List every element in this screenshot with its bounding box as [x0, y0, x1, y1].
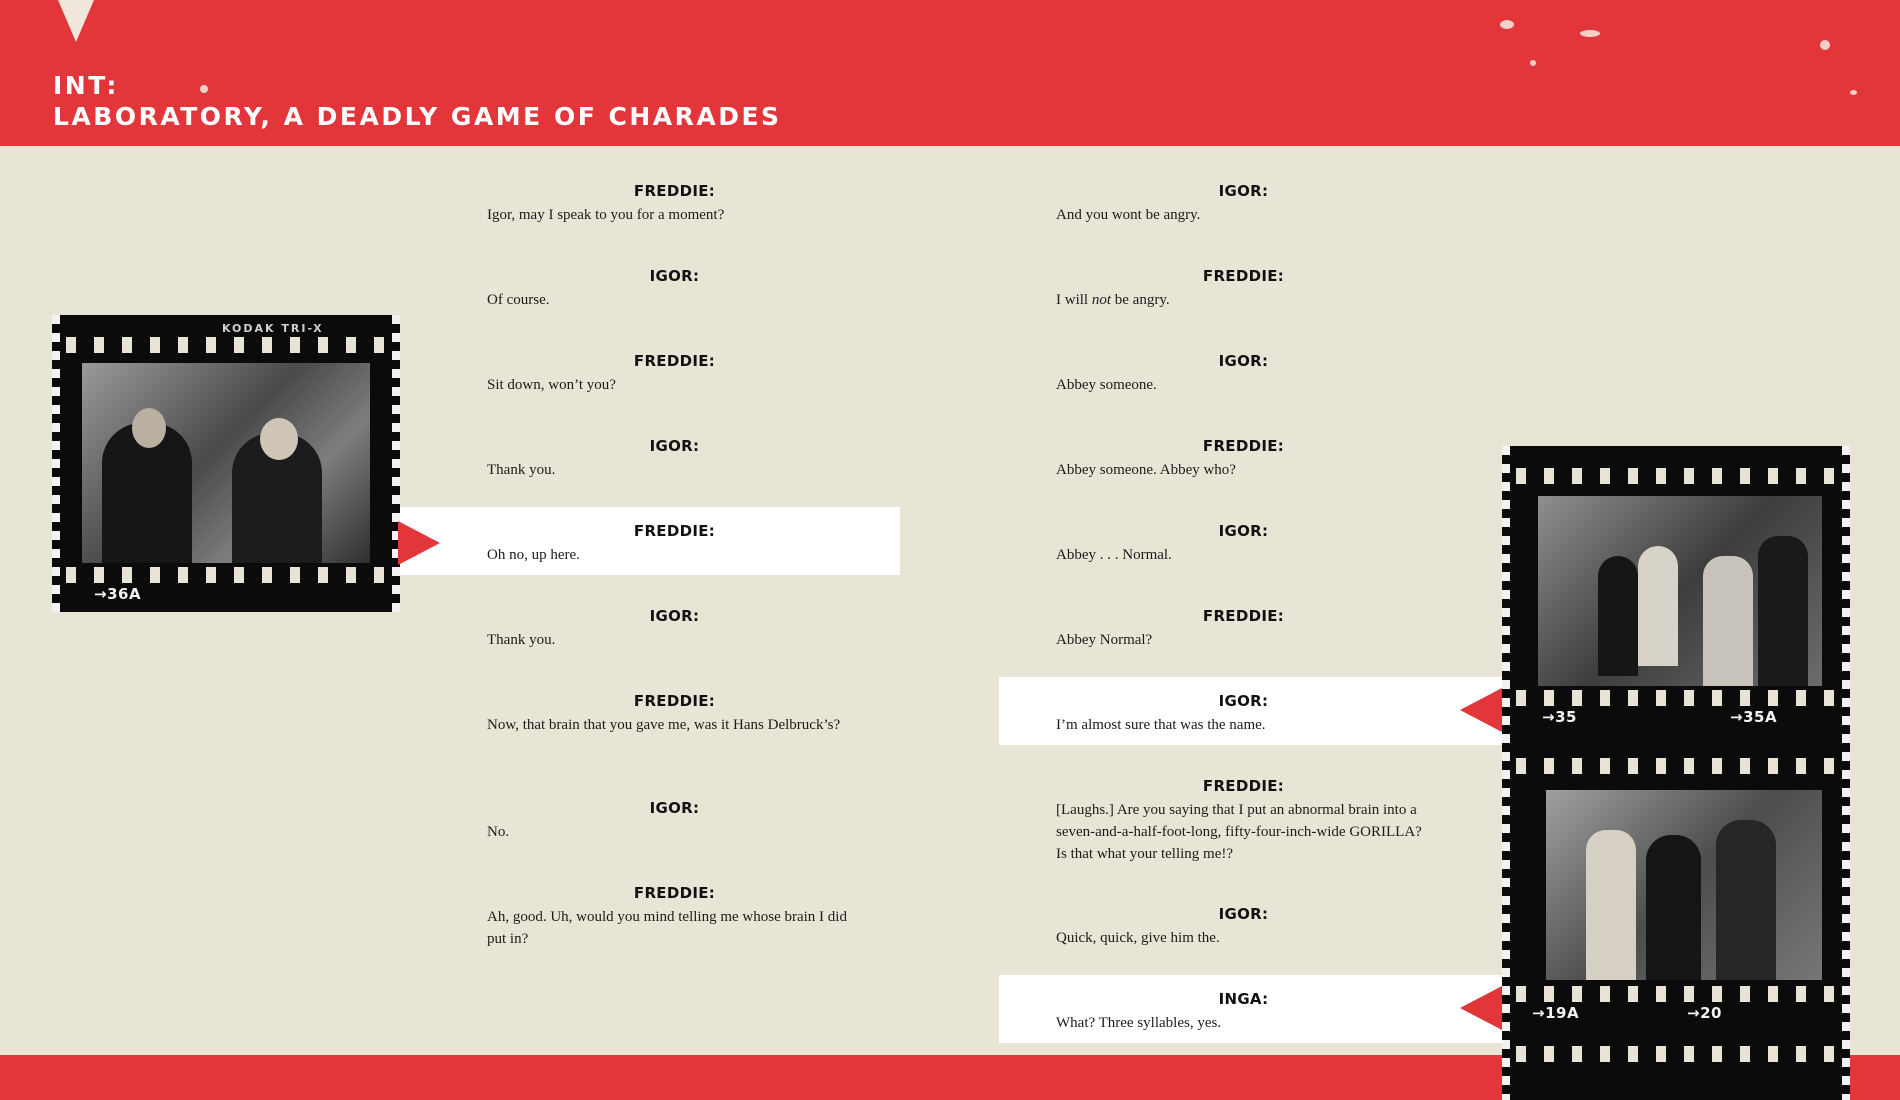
speaker-name: FREDDIE:	[633, 884, 716, 902]
dialogue-line: Sit down, won’t you?	[487, 377, 616, 393]
frame-number: →36A	[94, 585, 142, 603]
film-photo	[1538, 496, 1822, 686]
figure-silhouette	[1646, 835, 1701, 980]
dialogue-entry	[1056, 352, 1431, 396]
speaker-name: IGOR:	[1218, 352, 1269, 370]
dialogue-entry	[1056, 692, 1431, 736]
figure-silhouette	[1586, 830, 1636, 980]
dialogue-entry	[1056, 182, 1431, 226]
figure-silhouette	[1716, 820, 1776, 980]
dialogue-entry	[487, 182, 862, 226]
speaker-name: IGOR:	[649, 437, 700, 455]
dialogue-line: Quick, quick, give him the.	[1056, 930, 1220, 946]
paper-speck	[1850, 90, 1857, 95]
dialogue-line: I’m almost sure that was the name.	[1056, 717, 1266, 733]
dialogue-entry	[1056, 267, 1431, 311]
film-photo	[82, 363, 370, 563]
pointer-arrow	[398, 521, 440, 565]
speaker-name: FREDDIE:	[1202, 437, 1285, 455]
film-photo	[1546, 790, 1822, 980]
dialogue-entry	[1056, 607, 1431, 651]
speaker-name: FREDDIE:	[633, 522, 716, 540]
figure-silhouette	[1598, 556, 1638, 676]
speaker-name: IGOR:	[1218, 905, 1269, 923]
film-strip-right	[1502, 446, 1850, 1100]
dialogue-entry	[1056, 905, 1431, 949]
film-strip-left	[52, 315, 400, 612]
dialogue-line: Abbey someone. Abbey who?	[1056, 462, 1236, 478]
speaker-name: FREDDIE:	[633, 692, 716, 710]
speaker-name: IGOR:	[1218, 522, 1269, 540]
speaker-name: IGOR:	[649, 607, 700, 625]
frame-number: →35A	[1730, 708, 1778, 726]
speaker-name: FREDDIE:	[633, 352, 716, 370]
dialogue-line: [Laughs.] Are you saying that I put an abnormal brain into a seven-and-a-half-foot-long, fifty-four-inch-wide GORILLA? Is that what your telling me!?	[1056, 802, 1422, 862]
frame-number: →35	[1542, 708, 1577, 726]
paper-speck	[1500, 20, 1514, 29]
dialogue-entry	[487, 437, 862, 481]
frame-number: →20	[1687, 1004, 1722, 1022]
dialogue-line: I will not be angry.	[1056, 292, 1170, 308]
dialogue-line: Abbey Normal?	[1056, 632, 1153, 648]
dialogue-line: Of course.	[487, 292, 550, 308]
dialogue-line: Thank you.	[487, 462, 556, 478]
dialogue-line: What? Three syllables, yes.	[1056, 1015, 1222, 1031]
speaker-name: IGOR:	[1218, 692, 1269, 710]
figure-silhouette	[1758, 536, 1808, 686]
dialogue-entry	[1056, 437, 1431, 481]
scene-heading-line2: LABORATORY, A DEADLY GAME OF CHARADES	[53, 102, 782, 131]
frame-number: →19A	[1532, 1004, 1580, 1022]
header-notch	[58, 0, 94, 42]
dialogue-entry	[487, 607, 862, 651]
pointer-arrow	[1460, 688, 1502, 732]
dialogue-line: And you wont be angry.	[1056, 207, 1201, 223]
face-shape	[260, 418, 298, 460]
speaker-name: FREDDIE:	[1202, 267, 1285, 285]
dialogue-entry	[487, 267, 862, 311]
speaker-name: INGA:	[1218, 990, 1269, 1008]
speaker-name: FREDDIE:	[1202, 607, 1285, 625]
dialogue-line: Ah, good. Uh, would you mind telling me whose brain I did put in?	[487, 909, 847, 947]
dialogue-line: Thank you.	[487, 632, 556, 648]
paper-speck	[1820, 40, 1830, 50]
dialogue-entry	[487, 522, 862, 566]
speaker-name: FREDDIE:	[1202, 777, 1285, 795]
film-edge-text: KODAK TRI-X	[222, 322, 324, 335]
dialogue-entry	[1056, 990, 1431, 1034]
paper-speck	[1530, 60, 1536, 66]
paper-speck	[1580, 30, 1600, 37]
dialogue-line: Abbey . . . Normal.	[1056, 547, 1172, 563]
dialogue-line: Abbey someone.	[1056, 377, 1157, 393]
figure-silhouette	[1638, 546, 1678, 666]
dialogue-entry	[1056, 522, 1431, 566]
speaker-name: IGOR:	[649, 267, 700, 285]
dialogue-entry	[487, 352, 862, 396]
figure-silhouette	[1703, 556, 1753, 686]
dialogue-line: No.	[487, 824, 510, 840]
dialogue-entry	[1056, 777, 1431, 865]
dialogue-line: Igor, may I speak to you for a moment?	[487, 207, 725, 223]
face-shape	[132, 408, 166, 448]
emphasis: not	[1091, 292, 1112, 308]
dialogue-line: Now, that brain that you gave me, was it Hans Delbruck’s?	[487, 717, 841, 733]
dialogue-entry	[487, 692, 862, 736]
pointer-arrow	[1460, 986, 1502, 1030]
dialogue-line: Oh no, up here.	[487, 547, 580, 563]
speaker-name: FREDDIE:	[633, 182, 716, 200]
speaker-name: IGOR:	[1218, 182, 1269, 200]
speaker-name: IGOR:	[649, 799, 700, 817]
scene-heading	[53, 70, 782, 132]
dialogue-entry	[487, 799, 862, 843]
dialogue-entry	[487, 884, 862, 950]
scene-heading-line1: INT:	[53, 71, 119, 100]
